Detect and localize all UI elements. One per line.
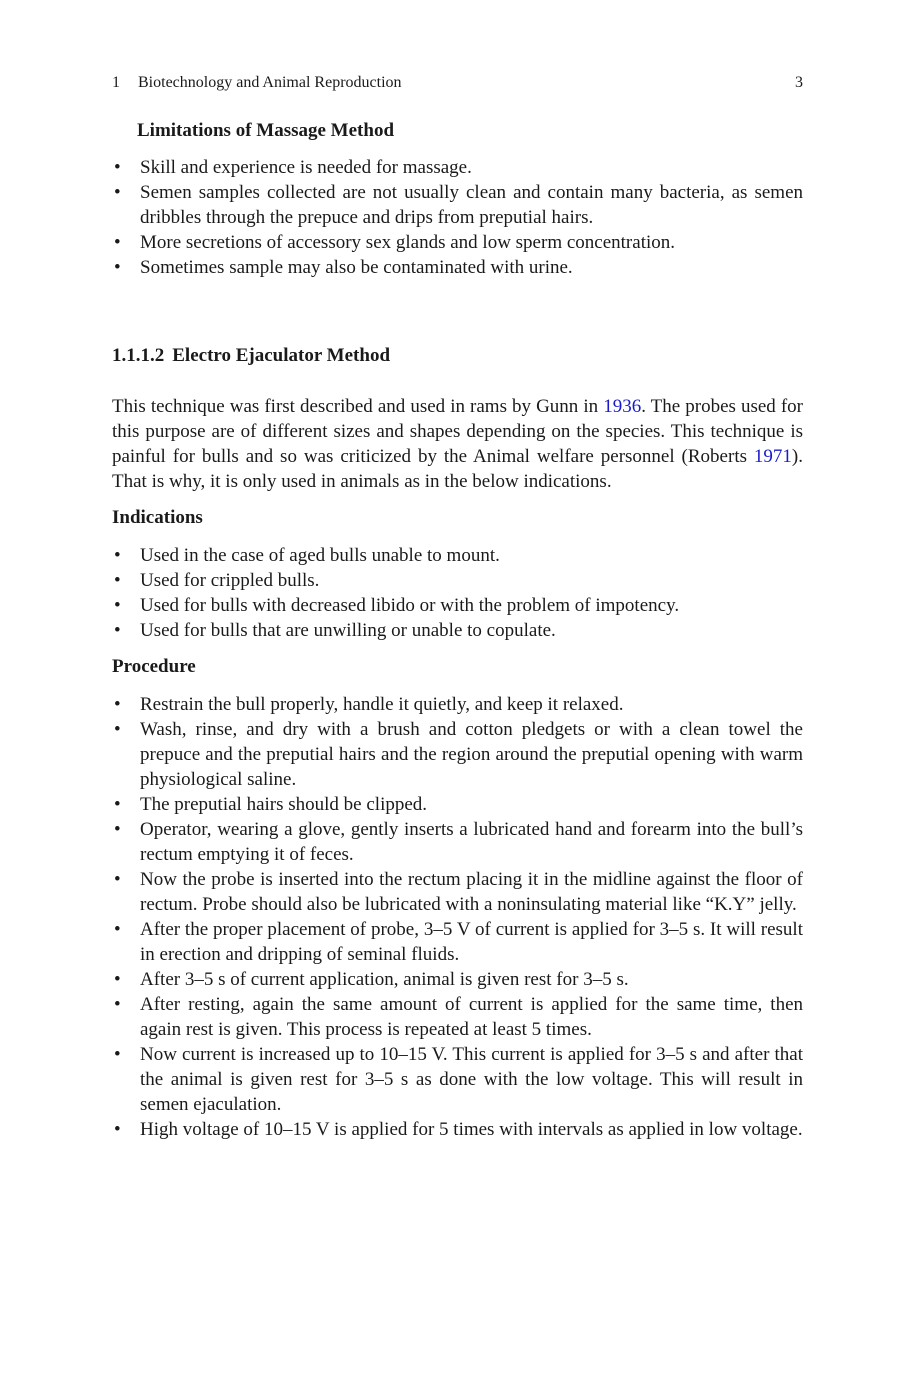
list-item [112, 180, 803, 230]
bullet-icon: • [114, 620, 121, 641]
procedure-heading: Procedure [112, 656, 196, 677]
list-item [112, 917, 803, 967]
indications-list [112, 543, 803, 643]
bullet-icon: • [114, 869, 121, 890]
list-item-text: Now the probe is inserted into the rectum placing it in the midline against the floor of rectum. Probe should also be lubricated with a noninsulating material like “K.Y” jelly. [140, 869, 803, 915]
list-item [112, 792, 803, 817]
bullet-icon: • [114, 994, 121, 1015]
list-item-text: After 3–5 s of current application, animal is given rest for 3–5 s. [140, 969, 629, 990]
bullet-icon: • [114, 819, 121, 840]
list-item [112, 568, 803, 593]
list-item [112, 967, 803, 992]
list-item-text: Now current is increased up to 10–15 V. This current is applied for 3–5 s and after that the animal is given rest for 3–5 s as done with the low voltage. This will result in semen ejaculation. [140, 1044, 803, 1115]
section-title: Electro Ejaculator Method [172, 345, 391, 366]
paragraph-text: ). That is why, it is only used in animals as in the below indications. [112, 446, 803, 492]
bullet-icon: • [114, 1119, 121, 1140]
running-head [112, 70, 803, 96]
paragraph-text: . The probes used for this purpose are of different sizes and shapes depending on the species. This technique is painful for bulls and so was criticized by the Animal welfare personnel (Roberts [112, 396, 803, 467]
list-item-text: More secretions of accessory sex glands and low sperm concentration. [140, 232, 675, 253]
page [112, 70, 803, 1142]
bullet-icon: • [114, 969, 121, 990]
list-item [112, 593, 803, 618]
bullet-icon: • [114, 595, 121, 616]
indications-heading: Indications [112, 507, 203, 528]
bullet-icon: • [114, 919, 121, 940]
list-item [112, 992, 803, 1042]
section-paragraph [112, 394, 803, 494]
bullet-icon: • [114, 570, 121, 591]
chapter-title: Biotechnology and Animal Reproduction [138, 74, 402, 91]
list-item-text: Used for bulls with decreased libido or with the problem of impotency. [140, 595, 680, 616]
bullet-icon: • [114, 694, 121, 715]
list-item [112, 867, 803, 917]
bullet-icon: • [114, 182, 121, 203]
list-item-text: Used for bulls that are unwilling or unable to copulate. [140, 620, 556, 641]
list-item-text: After the proper placement of probe, 3–5 V of current is applied for 3–5 s. It will result in erection and dripping of seminal fluids. [140, 919, 803, 965]
list-item [112, 618, 803, 643]
limitations-list [112, 155, 803, 280]
page-number: 3 [795, 74, 803, 91]
list-item [112, 817, 803, 867]
list-item [112, 255, 803, 280]
list-item-text: Restrain the bull properly, handle it quietly, and keep it relaxed. [140, 694, 624, 715]
list-item-text: Semen samples collected are not usually clean and contain many bacteria, as semen dribbles through the prepuce and drips from preputial hairs. [140, 182, 803, 228]
section-heading [112, 344, 803, 368]
list-item [112, 1117, 803, 1142]
list-item [112, 230, 803, 255]
bullet-icon: • [114, 719, 121, 740]
list-item-text: High voltage of 10–15 V is applied for 5 times with intervals as applied in low voltage. [140, 1119, 803, 1140]
list-item [112, 692, 803, 717]
list-item-text: Skill and experience is needed for massage. [140, 157, 472, 178]
section-number: 1.1.1.2 [112, 345, 165, 366]
list-item-text: Used for crippled bulls. [140, 570, 320, 591]
bullet-icon: • [114, 232, 121, 253]
list-item [112, 717, 803, 792]
list-item [112, 1042, 803, 1117]
list-item-text: Sometimes sample may also be contaminated with urine. [140, 257, 573, 278]
list-item-text: Wash, rinse, and dry with a brush and cotton pledgets or with a clean towel the prepuce and the preputial hairs and the region around the preputial opening with warm physiological saline. [140, 719, 803, 790]
limitations-heading: Limitations of Massage Method [137, 120, 395, 141]
procedure-list [112, 692, 803, 1142]
citation-link-gunn[interactable]: 1936 [603, 396, 642, 417]
list-item [112, 155, 803, 180]
citation-link-roberts[interactable]: 1971 [753, 446, 792, 467]
chapter-number: 1 [112, 74, 120, 91]
bullet-icon: • [114, 1044, 121, 1065]
list-item-text: Used in the case of aged bulls unable to mount. [140, 545, 500, 566]
bullet-icon: • [114, 157, 121, 178]
list-item-text: Operator, wearing a glove, gently inserts a lubricated hand and forearm into the bull’s rectum emptying it of feces. [140, 819, 803, 865]
list-item-text: The preputial hairs should be clipped. [140, 794, 428, 815]
list-item [112, 543, 803, 568]
bullet-icon: • [114, 794, 121, 815]
list-item-text: After resting, again the same amount of current is applied for the same time, then again rest is given. This process is repeated at least 5 times. [140, 994, 803, 1040]
bullet-icon: • [114, 545, 121, 566]
bullet-icon: • [114, 257, 121, 278]
paragraph-text: This technique was first described and used in rams by Gunn in [112, 396, 604, 417]
